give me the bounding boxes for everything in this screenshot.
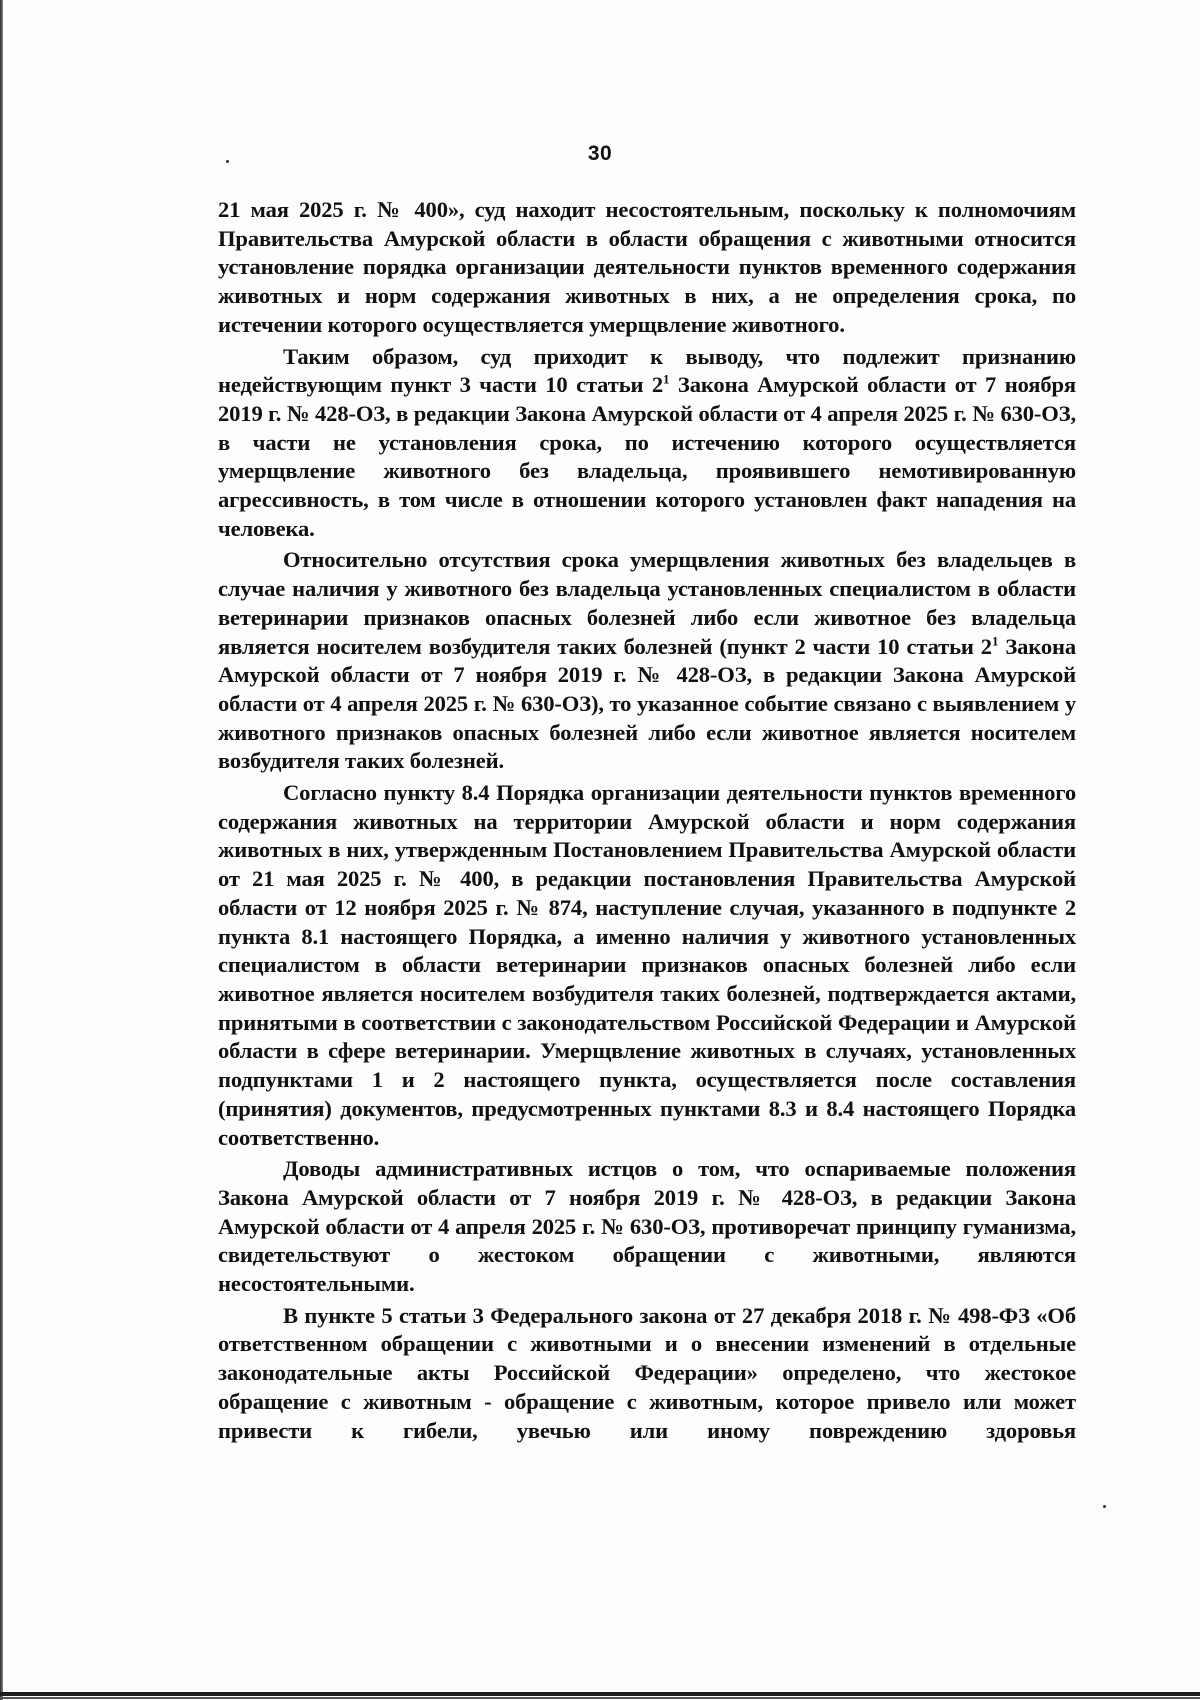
- paragraph: [218, 196, 1076, 340]
- paragraph: [218, 1155, 1076, 1299]
- scan-edge-bottom-shadow: [0, 1697, 1200, 1699]
- paragraph-text: 21 мая 2025 г. № 400», суд находит несостоятельным, поскольку к полномочиям Правительства Амурской области в области обращения с животными относится установление порядка организации деятельности пунктов временного содержания животных и норм содержания животных в них, а не определения срока, по истечении которого осуществляется умерщвление животного.: [218, 197, 1076, 337]
- scan-edge-left: [0, 0, 3, 1700]
- paragraph: [218, 1302, 1076, 1446]
- scan-edge-bottom: [0, 1692, 1200, 1696]
- paragraph-text: Закона Амурской области от 7 ноября 2019 г. № 428-ОЗ, в редакции Закона Амурской области от 4 апреля 2025 г. № 630-ОЗ, в части не установления срока, по истечению которого осуществляется умерщвление животного без владельца, проявившего немотивированную агрессивность, в том числе в отношении которого установлен факт нападения на человека.: [218, 372, 1076, 541]
- paragraph-text: Доводы административных истцов о том, что оспариваемые положения Закона Амурской области от 7 ноября 2019 г. № 428-ОЗ, в редакции Закона Амурской области от 4 апреля 2025 г. № 630-ОЗ, противоречат принципу гуманизма, свидетельствуют о жестоком обращении с животными, являются несостоятельными.: [218, 1156, 1076, 1297]
- superscript: 1: [991, 633, 999, 649]
- paragraph-text: Согласно пункту 8.4 Порядка организации деятельности пунктов временного содержания животных на территории Амурской области и норм содержания животных в них, утвержденным Постановлением Правительства Амурской области от 21 мая 2025 г. № 400, в редакции постановления Правительства Амурской области от 12 ноября 2025 г. № 874, наступление случая, указанного в подпункте 2 пункта 8.1 настоящего Порядка, а именно наличия у животного установленных специалистом в области ветеринарии признаков опасных болезней либо если животное является носителем возбудителя таких болезней, подтверждается актами, принятыми в соответствии с законодательством Российской Федерации и Амурской области в сфере ветеринарии. Умерщвление животных в случаях, установленных подпунктами 1 и 2 настоящего пункта, осуществляется после составления (принятия) документов, предусмотренных пунктами 8.3 и 8.4 настоящего Порядка соответственно.: [218, 780, 1076, 1150]
- paragraph: [218, 343, 1076, 544]
- paragraph-text: Таким образом, суд приходит к выводу, что подлежит признанию недействующим пункт 3 части 10 статьи 2: [218, 343, 1076, 398]
- document-body: [218, 196, 1076, 1448]
- superscript: 1: [663, 371, 670, 387]
- page-number: 30: [587, 142, 613, 165]
- paragraph-text: Закона Амурской области от 7 ноября 2019 г. № 428-ОЗ, в редакции Закона Амурской области от 4 апреля 2025 г. № 630-ОЗ), то указанное событие связано с выявлением у животного признаков опасных болезней либо если животное является носителем возбудителя таких болезней.: [218, 633, 1076, 774]
- paragraph: [218, 779, 1076, 1152]
- paragraph-text: Относительно отсутствия срока умерщвления животных без владельцев в случае наличия у животного без владельца установленных специалистом в области ветеринарии признаков опасных болезней либо если животное без владельца является носителем возбудителя таких болезней (пункт 2 части 10 статьи 2: [218, 547, 1076, 659]
- scan-speck: [1103, 1505, 1106, 1508]
- paragraph: [218, 546, 1076, 776]
- paragraph-text: В пункте 5 статьи 3 Федерального закона от 27 декабря 2018 г. № 498-ФЗ «Об ответственном обращении с животными и о внесении изменений в отдельные законодательные акты Российской Федерации» определено, что жестокое обращение с животным - обращение с животным, которое привело или может привести к гибели, увечью или иному повреждению здоровья: [218, 1302, 1076, 1443]
